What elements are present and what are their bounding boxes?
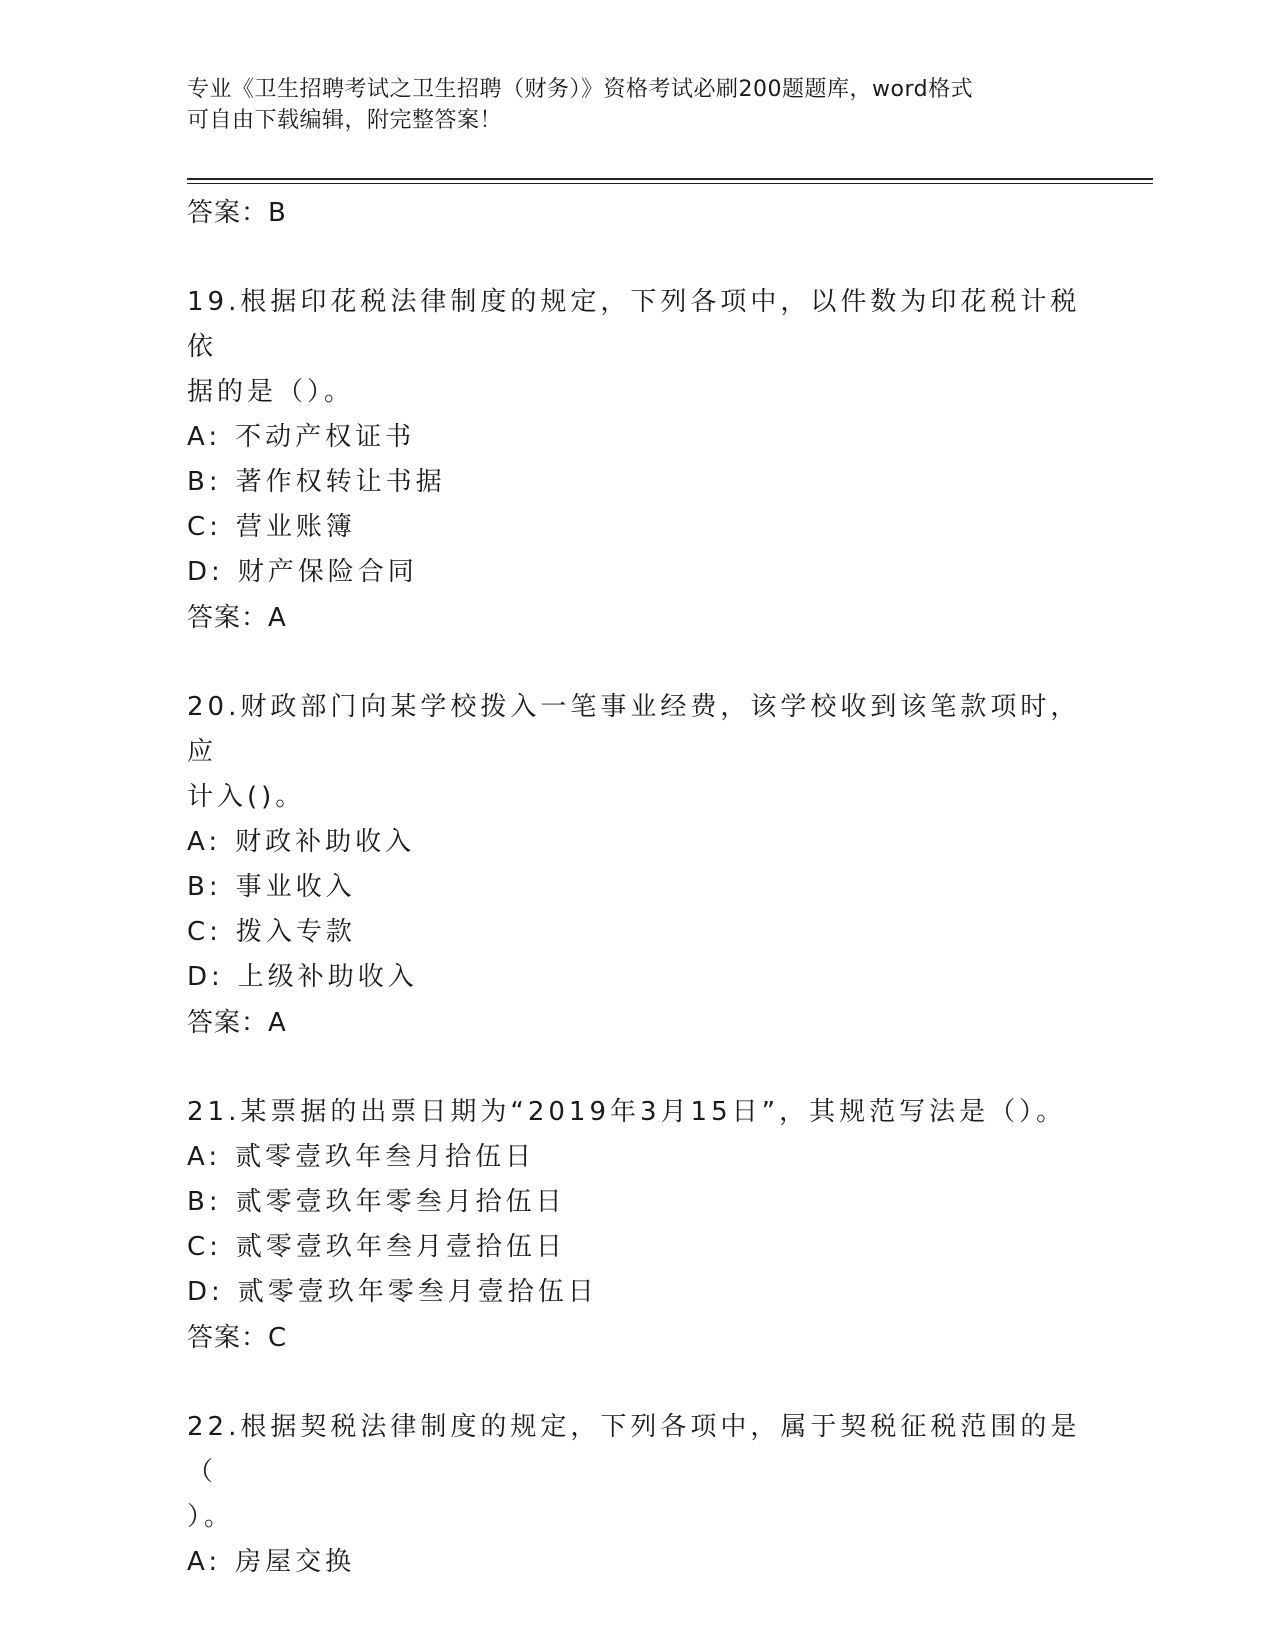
option-text: 不动产权证书 (235, 422, 416, 452)
question-text (187, 280, 1087, 370)
question-number: 20. (187, 692, 241, 722)
option-a (187, 1540, 1087, 1585)
option-text: 事业收入 (235, 872, 356, 902)
option-b (187, 460, 1087, 505)
option-d (187, 550, 1087, 595)
question-19 (187, 280, 1087, 641)
question-21 (187, 1090, 1087, 1361)
option-label: B: (187, 872, 222, 902)
question-number: 21. (187, 1097, 241, 1127)
question-text-line-2: 据的是（）。 (187, 377, 355, 407)
option-text: 财产保险合同 (237, 557, 418, 587)
answer-line: 答案：A (187, 1008, 287, 1038)
option-a (187, 820, 1087, 865)
question-text-line-1: 财政部门向某学校拨入一笔事业经费，该学校收到该笔款项时，应 (187, 692, 1081, 767)
question-text-line-2: 计入()。 (187, 782, 306, 812)
question-text-line-1: 根据契税法律制度的规定，下列各项中，属于契税征税范围的是（ (187, 1412, 1081, 1487)
option-label: A: (187, 422, 222, 452)
option-label: C: (187, 917, 222, 947)
document-header (187, 74, 1067, 136)
answer-line: 答案：B (187, 198, 287, 228)
document-body (187, 190, 1087, 1585)
header-rule-thick (187, 178, 1153, 180)
question-text (187, 685, 1087, 775)
option-a (187, 415, 1087, 460)
header-line-1: 专业《卫生招聘考试之卫生招聘（财务）》资格考试必刷200题题库，word格式 (187, 77, 974, 102)
question-20 (187, 685, 1087, 1046)
option-text: 贰零壹玖年零叁月拾伍日 (235, 1187, 566, 1217)
option-b (187, 865, 1087, 910)
option-text: 贰零壹玖年叁月拾伍日 (235, 1142, 536, 1172)
question-text-line-2: ）。 (187, 1502, 235, 1532)
header-line-2: 可自由下载编辑，附完整答案！ (187, 108, 503, 133)
question-22 (187, 1405, 1087, 1585)
question-number: 22. (187, 1412, 241, 1442)
option-d (187, 1270, 1087, 1315)
option-text: 房屋交换 (235, 1547, 356, 1577)
option-label: D: (187, 962, 224, 992)
header-rule-thin (187, 183, 1153, 184)
option-text: 著作权转让书据 (235, 467, 446, 497)
option-c (187, 1225, 1087, 1270)
option-text: 拨入专款 (235, 917, 356, 947)
question-text (187, 1405, 1087, 1495)
option-text: 贰零壹玖年叁月壹拾伍日 (235, 1232, 566, 1262)
question-number: 19. (187, 287, 241, 317)
question-text-line-1: 根据印花税法律制度的规定，下列各项中，以件数为印花税计税依 (187, 287, 1081, 362)
option-label: A: (187, 1142, 222, 1172)
option-text: 上级补助收入 (237, 962, 418, 992)
option-label: D: (187, 1277, 224, 1307)
option-label: C: (187, 512, 222, 542)
option-label: C: (187, 1232, 222, 1262)
option-d (187, 955, 1087, 1000)
option-b (187, 1180, 1087, 1225)
option-text: 营业账簿 (235, 512, 356, 542)
answer-line: 答案：C (187, 1323, 288, 1353)
option-c (187, 505, 1087, 550)
option-c (187, 910, 1087, 955)
question-text (187, 1090, 1087, 1135)
option-text: 财政补助收入 (235, 827, 416, 857)
option-label: B: (187, 467, 222, 497)
option-a (187, 1135, 1087, 1180)
option-text: 贰零壹玖年零叁月壹拾伍日 (237, 1277, 598, 1307)
question-text-line-1: 某票据的出票日期为“2019年3月15日”，其规范写法是（）。 (240, 1097, 1067, 1127)
answer-line: 答案：A (187, 603, 287, 633)
option-label: B: (187, 1187, 222, 1217)
option-label: A: (187, 1547, 222, 1577)
option-label: D: (187, 557, 224, 587)
option-label: A: (187, 827, 222, 857)
